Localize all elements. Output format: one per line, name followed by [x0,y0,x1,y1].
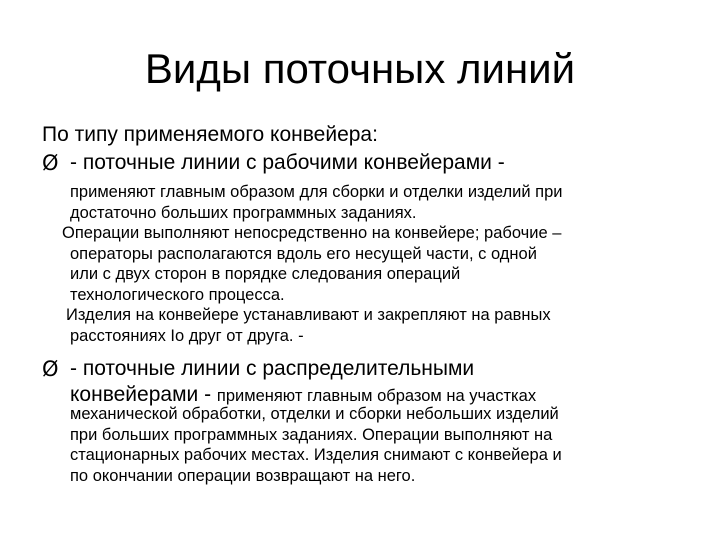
paragraph-line: технологического процесса. [70,285,285,304]
bullet-2-text [70,356,690,409]
intro-text: По типу применяемого конвейера: [42,123,378,146]
paragraph-line: или с двух сторон в порядке следования операций [70,265,461,283]
slide-title: Виды поточных линий [144,45,576,92]
paragraph-line: Изделия на конвейере устанавливают и закрепляют на равных [66,306,551,324]
paragraph-line: Операции выполняют непосредственно на конвейере; рабочие – [62,224,562,242]
bullet-2-paragraph [70,404,710,486]
paragraph-line: применяют главным образом для сборки и отделки изделий при [70,183,563,201]
paragraph-line: по окончании операции возвращают на него. [70,466,416,485]
bullet-2-lead-2: конвейерами - [70,383,217,406]
paragraph-line: достаточно больших программных заданиях. [70,203,417,222]
arrow-bullet-icon: Ø [42,151,59,175]
bullet-1-text [70,150,690,176]
bullet-1-paragraph-3 [66,305,706,346]
bullet-2-lead: - поточные линии с распределительными [70,357,475,380]
paragraph-line: стационарных рабочих местах. Изделия снимают с конвейера и [70,446,562,464]
bullet-1-paragraph-1 [70,182,710,223]
paragraph-line: при больших программных заданиях. Операции выполняют на [70,425,553,444]
bullet-1-lead: - поточные линии с рабочими конвейерами - [70,151,505,174]
paragraph-line: механической обработки, отделки и сборки небольших изделий [70,405,559,423]
bullet-2-lead-2-small: применяют главным образом на участках [216,387,537,405]
paragraph-line: операторы располагаются вдоль его несущей части, с одной [70,244,537,263]
arrow-bullet-icon: Ø [42,357,59,381]
paragraph-line: расстояниях Iо друг от друга. - [70,326,304,345]
bullet-1-paragraph-2 [62,223,702,305]
